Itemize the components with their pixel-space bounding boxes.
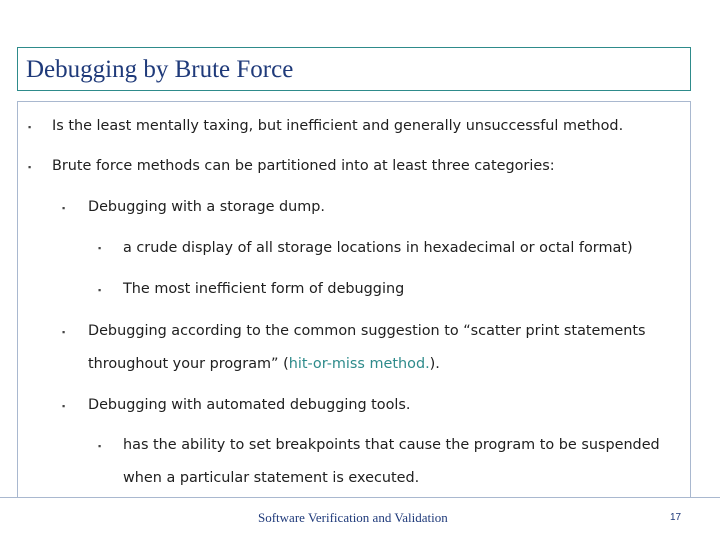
bullet-marker: ▪ — [62, 401, 66, 411]
hit-or-miss-highlight: hit-or-miss method. — [288, 356, 430, 372]
line2-post: ). — [429, 356, 440, 372]
bullet-text-2-1: Debugging with a storage dump. — [88, 199, 326, 215]
bullet-text-2-2-line2 — [88, 356, 440, 372]
bullet-text-1: Is the least mentally taxing, but inefficient and generally unsuccessful method. — [52, 118, 624, 134]
bullet-marker: ▪ — [28, 162, 32, 172]
bullet-text-2-3-1-line2: when a particular statement is executed. — [123, 470, 420, 486]
bullet-text-2-3-1-line1: has the ability to set breakpoints that cause the program to be suspended — [123, 437, 660, 453]
line2-pre: throughout your program” ( — [88, 356, 289, 372]
bullet-marker: ▪ — [62, 327, 66, 337]
footer-text: Software Verification and Validation — [258, 510, 448, 525]
bullet-text-2-2-line1: Debugging according to the common suggestion to “scatter print statements — [88, 323, 646, 339]
bullet-marker: ▪ — [98, 243, 102, 253]
bullet-marker: ▪ — [98, 285, 102, 295]
bullet-text-2-1-2: The most inefficient form of debugging — [123, 281, 405, 297]
bullet-text-2-3: Debugging with automated debugging tools. — [88, 397, 411, 413]
bullet-marker: ▪ — [98, 441, 102, 451]
footer-divider — [0, 497, 720, 498]
slide-title: Debugging by Brute Force — [26, 56, 294, 83]
title-box — [17, 47, 691, 91]
bullet-marker: ▪ — [28, 122, 32, 132]
bullet-marker: ▪ — [62, 203, 66, 213]
bullet-text-2: Brute force methods can be partitioned into at least three categories: — [52, 158, 555, 174]
bullet-text-2-1-1: a crude display of all storage locations in hexadecimal or octal format) — [123, 240, 633, 256]
page-number: 17 — [670, 512, 682, 523]
